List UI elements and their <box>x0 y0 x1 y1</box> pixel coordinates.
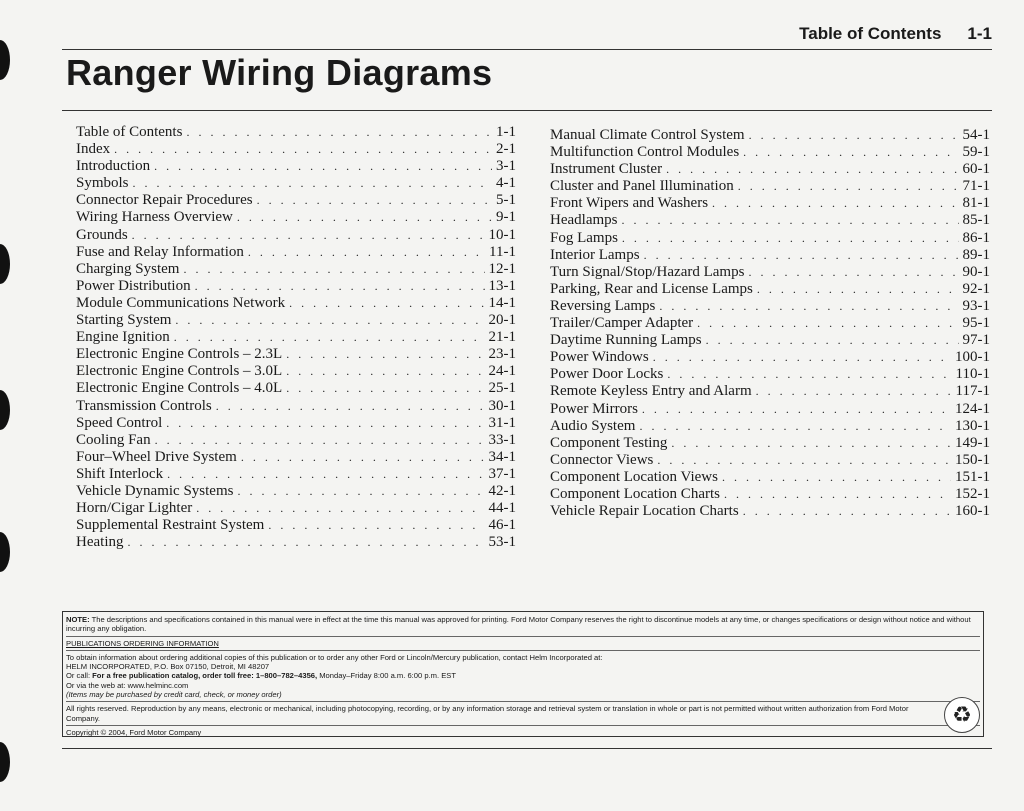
toc-entry[interactable] <box>76 261 516 278</box>
toc-entry-title: Reversing Lamps <box>550 297 656 314</box>
toc-entry-title: Cluster and Panel Illumination <box>550 178 734 195</box>
toc-entry-page: 59-1 <box>962 144 990 161</box>
toc-entry-page: 21-1 <box>488 329 516 346</box>
toc-entry-title: Horn/Cigar Lighter <box>76 500 193 517</box>
notice-copyright <box>66 728 980 739</box>
toc-entry-page: 14-1 <box>488 294 516 311</box>
toc-entry-title: Vehicle Dynamic Systems <box>76 482 234 499</box>
toc-entry[interactable] <box>550 383 990 400</box>
toc-entry[interactable] <box>76 244 516 261</box>
toc-entry-title: Connector Views <box>550 451 654 468</box>
toc-leader-dots <box>257 192 492 209</box>
note-text: The descriptions and specifications contained in this manual were in effect at the time this manual was approved for printing. Ford Motor Company reserves the right to discontinue models at any time, or changes specifications or design without notice and without incurring any obligation. <box>66 615 971 634</box>
toc-entry-title: Module Communications Network <box>76 294 286 311</box>
recycle-icon: ♻ <box>944 697 980 733</box>
toc-entry-page: 71-1 <box>962 178 990 195</box>
toc-leader-dots <box>738 178 959 195</box>
toc-entry-title: Audio System <box>550 417 636 434</box>
toc-leader-dots <box>706 332 959 349</box>
toc-leader-dots <box>743 503 951 520</box>
ordering-line: To obtain information about ordering additional copies of this publication or to order any other Ford or Lincoln/Mercury publication, contact Helm Incorporated at: <box>66 652 603 662</box>
toc-entry-title: Instrument Cluster <box>550 161 663 178</box>
copyright-text: Copyright © 2004, Ford Motor Company <box>66 727 202 737</box>
toc-entry[interactable] <box>550 281 990 298</box>
toc-entry[interactable] <box>76 534 516 551</box>
toc-leader-dots <box>659 298 958 315</box>
toc-entry[interactable] <box>550 366 990 383</box>
toc-entry-title: Power Mirrors <box>550 400 638 417</box>
toc-leader-dots <box>133 175 492 192</box>
toc-entry-page: 10-1 <box>488 226 516 243</box>
ordering-payment: (Items may be purchased by credit card, check, or money order) <box>66 690 282 700</box>
toc-leader-dots <box>237 483 484 500</box>
page-title: Ranger Wiring Diagrams <box>66 52 493 93</box>
toc-leader-dots <box>286 346 484 363</box>
binder-hole <box>0 244 10 284</box>
publications-heading: PUBLICATIONS ORDERING INFORMATION <box>66 638 219 648</box>
toc-entry[interactable] <box>76 141 516 158</box>
toc-entry-page: 54-1 <box>962 127 990 143</box>
toc-entry-page: 93-1 <box>962 297 990 314</box>
toc-leader-dots <box>748 264 958 281</box>
toc-entry-page: 60-1 <box>962 161 990 178</box>
toc-entry[interactable] <box>550 195 990 212</box>
toc-leader-dots <box>167 466 484 483</box>
ordering-phone <box>66 671 980 680</box>
toc-entry-page: 89-1 <box>962 246 990 263</box>
toc-entry-page: 25-1 <box>488 380 516 397</box>
toc-entry[interactable] <box>76 227 516 244</box>
toc-leader-dots <box>154 158 492 175</box>
toc-entry[interactable] <box>550 452 990 469</box>
toc-entry-title: Wiring Harness Overview <box>76 209 233 226</box>
toc-entry[interactable] <box>76 175 516 192</box>
toc-leader-dots <box>196 500 484 517</box>
title-rule <box>62 110 992 111</box>
toc-entry-page: 152-1 <box>955 485 990 502</box>
toc-entry[interactable] <box>76 500 516 517</box>
toc-entry[interactable] <box>550 230 990 247</box>
toc-entry-title: Daytime Running Lamps <box>550 332 702 349</box>
toc-leader-dots <box>166 415 484 432</box>
toc-leader-dots <box>114 141 492 158</box>
toc-entry-title: Electronic Engine Controls – 3.0L <box>76 363 283 380</box>
toc-entry-title: Fog Lamps <box>550 229 618 246</box>
ordering-address: HELM INCORPORATED, P.O. Box 07150, Detroit, MI 48207 <box>66 662 270 672</box>
toc-leader-dots <box>697 315 958 332</box>
toc-entry[interactable] <box>550 401 990 418</box>
toc-entry-page: 20-1 <box>488 312 516 329</box>
toc-leader-dots <box>216 398 485 415</box>
toc-entry[interactable] <box>76 192 516 209</box>
notice-note <box>66 615 980 637</box>
toc-entry-title: Manual Climate Control System <box>550 127 745 143</box>
toc-entry-page: 130-1 <box>955 417 990 434</box>
toc-entry-title: Power Door Locks <box>550 366 664 383</box>
toc-leader-dots <box>644 247 959 264</box>
page-number: 1-1 <box>967 24 992 43</box>
toc-entry-title: Index <box>76 141 111 158</box>
toc-right-column <box>550 127 990 520</box>
toc-entry-title: Fuse and Relay Information <box>76 243 244 260</box>
toc-entry-title: Connector Repair Procedures <box>76 192 253 209</box>
toc-leader-dots <box>722 469 951 486</box>
toc-entry-title: Headlamps <box>550 212 618 229</box>
footer-rule <box>62 748 992 749</box>
toc-entry-title: Power Distribution <box>76 277 191 294</box>
toc-entry[interactable] <box>550 247 990 264</box>
toc-entry[interactable] <box>550 469 990 486</box>
toc-entry-page: 150-1 <box>955 451 990 468</box>
toc-entry[interactable] <box>550 418 990 435</box>
toc-leader-dots <box>183 261 484 278</box>
toc-leader-dots <box>671 435 951 452</box>
toc-entry-title: Turn Signal/Stop/Hazard Lamps <box>550 263 745 280</box>
toc-entry-title: Electronic Engine Controls – 2.3L <box>76 346 283 363</box>
toc-entry[interactable] <box>550 486 990 503</box>
toc-leader-dots <box>724 486 951 503</box>
toc-entry-title: Component Testing <box>550 434 668 451</box>
toc-leader-dots <box>666 161 958 178</box>
toc-entry[interactable] <box>550 332 990 349</box>
toc-entry[interactable] <box>550 298 990 315</box>
binder-hole <box>0 532 10 572</box>
toc-entry-page: 34-1 <box>488 448 516 465</box>
toc-entry-title: Interior Lamps <box>550 246 640 263</box>
toc-entry[interactable] <box>76 346 516 363</box>
toc-entry-title: Engine Ignition <box>76 329 170 346</box>
toc-entry[interactable] <box>550 144 990 161</box>
toc-entry-title: Shift Interlock <box>76 465 164 482</box>
notice-rights <box>66 704 980 726</box>
toc-entry-title: Speed Control <box>76 414 163 431</box>
note-label: NOTE: <box>66 615 90 624</box>
toc-entry-title: Vehicle Repair Location Charts <box>550 503 739 520</box>
toc-entry-title: Power Windows <box>550 349 649 366</box>
toc-entry-title: Component Location Charts <box>550 485 720 502</box>
header-rule <box>62 49 992 50</box>
toc-entry[interactable] <box>76 295 516 312</box>
toc-entry-page: 12-1 <box>488 260 516 277</box>
toc-entry[interactable] <box>550 315 990 332</box>
toc-entry-page: 110-1 <box>955 366 990 383</box>
toc-leader-dots <box>749 127 959 144</box>
toc-entry[interactable] <box>550 264 990 281</box>
toc-entry[interactable] <box>76 380 516 397</box>
toc-entry-title: Starting System <box>76 312 172 329</box>
toc-leader-dots <box>639 418 951 435</box>
toc-entry-page: 160-1 <box>955 503 990 520</box>
notice-publications-heading <box>66 639 980 651</box>
toc-entry[interactable] <box>76 432 516 449</box>
ordering-web: Or via the web at: www.helminc.com <box>66 680 189 690</box>
toc-leader-dots <box>289 295 484 312</box>
toc-leader-dots <box>756 383 952 400</box>
notice-box <box>62 611 984 737</box>
toc-entry-title: Table of Contents <box>76 124 183 140</box>
toc-entry[interactable] <box>550 503 990 520</box>
toc-entry-page: 9-1 <box>496 209 516 226</box>
toc-entry[interactable] <box>76 398 516 415</box>
toc-entry-page: 85-1 <box>962 212 990 229</box>
notice-ordering <box>66 653 980 702</box>
toc-entry[interactable] <box>550 349 990 366</box>
call-prefix: Or call: <box>66 671 93 681</box>
toc-entry-page: 151-1 <box>955 468 990 485</box>
toc-leader-dots <box>621 212 958 229</box>
toc-entry-title: Component Location Views <box>550 468 718 485</box>
toc-entry[interactable] <box>76 124 516 141</box>
toc-entry-page: 4-1 <box>496 175 516 192</box>
toc-leader-dots <box>241 449 485 466</box>
running-header <box>799 24 992 44</box>
toc-entry-title: Symbols <box>76 175 129 192</box>
toc-entry[interactable] <box>550 435 990 452</box>
toc-leader-dots <box>653 349 951 366</box>
toc-entry-title: Supplemental Restraint System <box>76 517 265 534</box>
call-suffix: Monday–Friday 8:00 a.m. 6:00 p.m. EST <box>317 671 456 681</box>
toc-entry-page: 23-1 <box>488 346 516 363</box>
toc-entry-page: 13-1 <box>488 277 516 294</box>
toc-leader-dots <box>667 366 951 383</box>
toc-entry-title: Multifunction Control Modules <box>550 144 740 161</box>
toc-entry-page: 149-1 <box>955 434 990 451</box>
toc-entry-title: Grounds <box>76 226 128 243</box>
toc-entry-title: Cooling Fan <box>76 431 151 448</box>
toc-entry-page: 124-1 <box>955 400 990 417</box>
toc-entry-page: 33-1 <box>488 431 516 448</box>
binder-hole <box>0 742 10 782</box>
toc-entry[interactable] <box>76 329 516 346</box>
binder-hole <box>0 40 10 80</box>
toc-entry-page: 1-1 <box>496 124 516 140</box>
toc-entry[interactable] <box>76 312 516 329</box>
toc-entry-page: 37-1 <box>488 465 516 482</box>
toc-entry[interactable] <box>76 363 516 380</box>
toc-leader-dots <box>757 281 959 298</box>
toc-entry[interactable] <box>76 158 516 175</box>
toc-entry-page: 44-1 <box>488 500 516 517</box>
toc-entry-page: 53-1 <box>488 534 516 551</box>
toc-leader-dots <box>195 278 485 295</box>
toc-entry[interactable] <box>76 466 516 483</box>
toc-leader-dots <box>286 363 484 380</box>
toc-entry[interactable] <box>76 449 516 466</box>
toc-entry-title: Front Wipers and Washers <box>550 195 709 212</box>
toc-entry-title: Introduction <box>76 158 151 175</box>
toc-entry-page: 86-1 <box>962 229 990 246</box>
toc-entry-title: Electronic Engine Controls – 4.0L <box>76 380 283 397</box>
toc-entry[interactable] <box>76 415 516 432</box>
toc-entry-title: Parking, Rear and License Lamps <box>550 280 753 297</box>
toc-entry-page: 24-1 <box>488 363 516 380</box>
toc-leader-dots <box>237 209 492 226</box>
toc-entry-page: 42-1 <box>488 482 516 499</box>
toc-entry[interactable] <box>76 278 516 295</box>
toc-entry-page: 11-1 <box>489 243 516 260</box>
toc-leader-dots <box>174 329 485 346</box>
toc-entry-page: 95-1 <box>962 315 990 332</box>
rights-text: All rights reserved. Reproduction by any means, electronic or mechanical, including photocopying, recording, or by any information storage and retrieval system or translation in whole or part is not permitted without written authorization from Ford Motor Company. <box>66 704 909 723</box>
toc-leader-dots <box>155 432 485 449</box>
toc-entry-page: 92-1 <box>962 280 990 297</box>
toc-leader-dots <box>743 144 958 161</box>
toc-entry-page: 46-1 <box>488 517 516 534</box>
toc-entry-page: 97-1 <box>962 332 990 349</box>
toc-leader-dots <box>268 517 484 534</box>
binder-hole <box>0 390 10 430</box>
toc-entry-page: 117-1 <box>955 383 990 400</box>
toc-entry-page: 31-1 <box>488 414 516 431</box>
toc-entry[interactable] <box>550 178 990 195</box>
toc-entry-title: Trailer/Camper Adapter <box>550 315 694 332</box>
toc-entry-title: Heating <box>76 534 124 551</box>
call-bold: For a free publication catalog, order toll free: 1–800–782–4356, <box>92 671 318 681</box>
toc-entry-page: 30-1 <box>488 397 516 414</box>
toc-entry-title: Four–Wheel Drive System <box>76 448 237 465</box>
toc-leader-dots <box>642 401 951 418</box>
toc-entry-page: 2-1 <box>496 141 516 158</box>
toc-entry-page: 81-1 <box>962 195 990 212</box>
toc-entry-page: 3-1 <box>496 158 516 175</box>
toc-leader-dots <box>286 380 484 397</box>
toc-entry[interactable] <box>550 161 990 178</box>
toc-entry[interactable] <box>76 209 516 226</box>
toc-leader-dots <box>712 195 958 212</box>
toc-entry-page: 100-1 <box>955 349 990 366</box>
toc-leader-dots <box>186 124 492 141</box>
toc-entry[interactable] <box>76 517 516 534</box>
toc-entry-page: 5-1 <box>496 192 516 209</box>
toc-entry[interactable] <box>550 127 990 144</box>
toc-entry-title: Transmission Controls <box>76 397 212 414</box>
toc-entry[interactable] <box>76 483 516 500</box>
toc-leader-dots <box>175 312 484 329</box>
toc-leader-dots <box>248 244 485 261</box>
toc-leader-dots <box>127 534 484 551</box>
toc-entry-page: 90-1 <box>962 263 990 280</box>
toc-left-column <box>76 124 516 551</box>
toc-entry-title: Remote Keyless Entry and Alarm <box>550 383 752 400</box>
section-title: Table of Contents <box>799 24 942 43</box>
toc-entry-title: Charging System <box>76 260 180 277</box>
toc-leader-dots <box>657 452 951 469</box>
toc-leader-dots <box>622 230 959 247</box>
toc-entry[interactable] <box>550 212 990 229</box>
toc-leader-dots <box>132 227 485 244</box>
